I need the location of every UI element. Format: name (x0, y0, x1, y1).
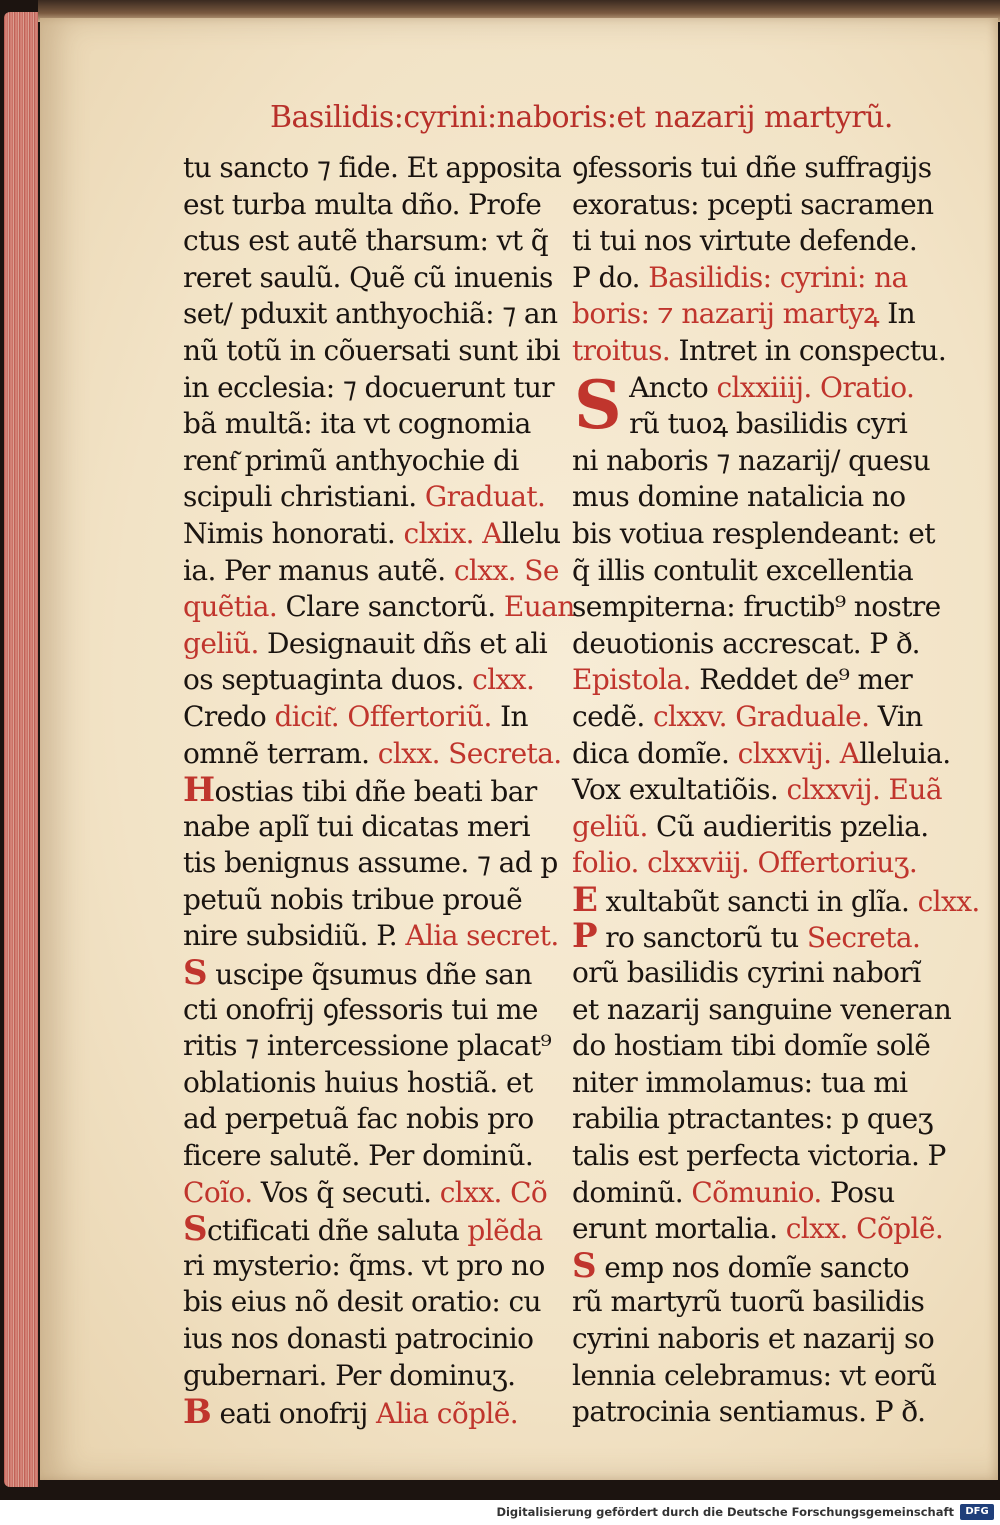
left-column-line (183, 479, 546, 516)
right-column-line (572, 1211, 944, 1248)
left-column-line (183, 443, 525, 480)
body-text: exoratus: pcepti sacramen (572, 187, 934, 221)
left-column-line (183, 992, 538, 1029)
rubric-text: Epistola. (572, 663, 700, 697)
rubric-text: dicit͂. Offertoriũ. (274, 699, 501, 733)
digitization-footer (0, 1500, 1000, 1525)
decorated-initial: S (574, 365, 622, 444)
rubric-text: clxxvij. Euã (786, 773, 942, 807)
body-text: tis benignus assume. ⁊ ad p (183, 846, 558, 880)
right-column-line (572, 479, 914, 516)
right-column-line (572, 553, 914, 590)
left-column-line (183, 333, 560, 370)
rubric-text: Alia cõplẽ. (376, 1397, 519, 1431)
rubric-text: clxx. Se (453, 553, 559, 587)
rubric-text: Graduat. (424, 480, 546, 514)
left-column-line (183, 1175, 548, 1212)
body-text: gubernari. Per dominuʒ. (183, 1358, 516, 1392)
body-text: patrocinia sentiamus. P ð. (572, 1395, 926, 1429)
left-column-line (183, 1065, 533, 1102)
body-text: bis eius nõ desit oratio: cu (183, 1285, 541, 1319)
body-text: dominũ. (572, 1175, 692, 1209)
body-text: talis est perfecta victoria. P (572, 1139, 946, 1173)
body-text: set/ pduxit anthyochiã: ⁊ an (183, 297, 558, 331)
right-column-line (572, 916, 921, 957)
left-column-line (183, 1284, 541, 1321)
body-text: rũ tuoꝝ basilidis cyri (629, 407, 908, 441)
rubric-text: clxx. Cõplẽ. (785, 1212, 944, 1246)
body-text: rent͂ primũ anthyochie di (183, 443, 519, 477)
left-column-line (183, 1209, 543, 1250)
left-column-line (183, 516, 561, 553)
left-column-line (183, 1358, 525, 1395)
right-column-line (572, 443, 931, 480)
left-column-line (183, 1101, 534, 1138)
funding-credit: Digitalisierung gefördert durch die Deutsche Forschungsgemeinschaft (496, 1505, 954, 1519)
body-text: eati onofrij (211, 1397, 377, 1431)
body-text: erunt mortalia. (572, 1212, 786, 1246)
left-column-line (183, 882, 525, 919)
rubric-text: clxx. (917, 884, 980, 918)
left-column-line (183, 150, 562, 187)
right-column-line (572, 589, 941, 626)
right-column-line (572, 992, 952, 1029)
left-column-line (183, 736, 562, 773)
body-text: Reddet de⁹ mer (699, 663, 913, 697)
left-column-line (183, 223, 549, 260)
left-column-line (183, 809, 531, 846)
rubric-text: plẽda (467, 1214, 543, 1248)
left-column-line (183, 1394, 525, 1431)
right-column-line (572, 1321, 935, 1358)
body-text: ri mysterio: q̃ms. vt pro no (183, 1248, 545, 1282)
body-text: os septuaginta duos. (183, 663, 473, 697)
body-text: reret saulũ. Quẽ cũ inuenis (183, 260, 553, 294)
body-text: Clare sanctorũ. (285, 590, 504, 624)
rubric-text: quẽtia. (183, 590, 286, 624)
left-column-line (183, 296, 558, 333)
right-column-line (572, 1028, 931, 1065)
body-text: rũ martyrũ tuorũ basilidis (572, 1285, 925, 1319)
left-column-line (183, 1321, 534, 1358)
body-text: tu sancto ⁊ fide. Et apposita (183, 151, 562, 184)
left-column-line (183, 918, 559, 955)
body-text: ostias tibi dñe beati bar (214, 775, 537, 809)
rubric-text: clxxv. Graduale. (652, 699, 878, 733)
dfg-logo: DFG (960, 1504, 994, 1520)
rubric-text: clxxvij. A (737, 736, 860, 770)
right-column-line (572, 736, 951, 773)
body-text: scipuli christiani. (183, 480, 425, 514)
right-column-line (572, 626, 920, 663)
right-column-line (572, 296, 914, 333)
body-text: P do. (572, 260, 649, 294)
body-text: ad perpetuã fac nobis pro (183, 1102, 534, 1136)
body-text: Credo (183, 699, 275, 733)
left-column-line (183, 187, 542, 224)
left-column-line (183, 553, 559, 590)
body-text: oblationis huius hostiã. et (183, 1065, 533, 1099)
initial-letter: H (183, 770, 215, 811)
body-text: lennia celebramus: vt eorũ (572, 1358, 937, 1392)
body-text: lleluia. (859, 736, 951, 770)
left-column-line (183, 1028, 552, 1065)
left-column-line (183, 845, 558, 882)
body-text: uscipe q̃sumus dñe san (206, 958, 532, 992)
initial-letter: S (572, 1245, 596, 1286)
left-text-column (183, 150, 575, 1433)
body-text: ius nos donasti patrocinio (183, 1322, 534, 1355)
rubric-text: clxix. A (403, 516, 502, 550)
rubric-text: boris: ⁊ nazarij martyꝝ (572, 297, 888, 331)
body-text: ctus est autẽ tharsum: vt q̃ (183, 224, 549, 258)
rubric-text: geliũ. (572, 809, 657, 843)
body-text: nabe aplĩ tui dicatas meri (183, 809, 531, 843)
body-text: dica domĩe. (572, 736, 738, 770)
body-text: Vox exultatiõis. (572, 773, 787, 807)
right-column-line (572, 1358, 937, 1395)
rubric-text: troitus. (572, 333, 679, 367)
rubric-text: clxx. (472, 663, 535, 697)
body-text: emp nos domĩe sancto (595, 1250, 910, 1284)
body-text: Ancto (629, 370, 717, 404)
left-column-line (183, 260, 553, 297)
body-text: rabilia ptractantes: p queʒ (572, 1102, 933, 1136)
body-text: cti onofrij ꝯfessoris tui me (183, 992, 538, 1026)
initial-letter: P (572, 916, 597, 957)
body-text: nũ totũ in cõuersati sunt ibi (183, 333, 560, 367)
right-column-line (572, 1394, 926, 1431)
body-text: ni naboris ⁊ nazarij/ quesu (572, 443, 931, 477)
rubric-text: Cõmunio. (691, 1175, 830, 1209)
right-column-line (572, 772, 942, 809)
left-column-line (183, 662, 535, 699)
body-text: do hostiam tibi domĩe solẽ (572, 1029, 931, 1063)
body-text: ficere salutẽ. Per dominũ. (183, 1139, 534, 1173)
body-text: Posu (829, 1175, 895, 1209)
rubric-text: geliũ. (183, 626, 268, 660)
left-column-line (183, 406, 531, 443)
rubric-text: clxx. Cõ (439, 1175, 548, 1209)
body-text: Cũ audieritis pzelia. (656, 809, 929, 843)
rubric-text: Coĩo. (183, 1175, 261, 1209)
body-text: et nazarij sanguine veneran (572, 992, 952, 1026)
body-text: Vin (877, 699, 923, 733)
left-column-line (183, 953, 532, 994)
body-text: sempiterna: fructib⁹ nostre (572, 590, 941, 624)
body-text: niter immolamus: tua mi (572, 1065, 908, 1099)
rubric-text: clxxiiij. Oratio. (716, 370, 915, 404)
right-column-line (572, 406, 914, 443)
body-text: ti tui nos virtute defende. (572, 224, 918, 258)
left-column-line (183, 699, 528, 736)
body-text: bis votiua resplendeant: et (572, 516, 935, 550)
body-text: nire subsidiũ. P. (183, 919, 406, 953)
left-column-line (183, 1138, 534, 1175)
right-column-line (572, 1175, 914, 1212)
body-text: ritis ⁊ intercessione placat⁹ (183, 1029, 552, 1063)
right-column-line (572, 1065, 914, 1102)
right-column-line (572, 662, 914, 699)
left-column-line (183, 770, 537, 811)
initial-letter: S (183, 1209, 207, 1250)
body-text: Vos q̃ secuti. (260, 1175, 440, 1209)
left-column-line (183, 626, 548, 663)
body-text: in ecclesia: ⁊ docuerunt tur (183, 370, 555, 404)
body-text: mus domine natalicia no (572, 480, 906, 514)
body-text: deuotionis accrescat. P ð. (572, 626, 920, 660)
right-column-line (572, 260, 914, 297)
right-column-line (572, 516, 935, 553)
body-text: Nimis honorati. (183, 516, 404, 550)
body-text: ꝯfessoris tui dñe suffragijs (572, 151, 932, 184)
rubric-text: folio. clxxviij. Offertoriuʒ. (572, 846, 918, 880)
right-column-line (572, 845, 918, 882)
body-text: q̃ illis contulit excellentia (572, 553, 914, 587)
page-fore-edge (4, 12, 38, 1487)
running-head: Basilidis:cyrini:naboris:et nazarij martyrũ. (270, 100, 893, 135)
rubric-text: Alia secret. (405, 919, 559, 953)
right-column-line (572, 955, 921, 992)
body-text: llelu (501, 516, 561, 550)
initial-letter: E (572, 879, 598, 920)
body-text: ctificati dñe saluta (206, 1214, 468, 1248)
rubric-text: Basilidis: cyrini: na (648, 260, 908, 294)
right-column-line (572, 1138, 946, 1175)
left-column-line (183, 589, 575, 626)
body-text: ia. Per manus autẽ. (183, 553, 454, 587)
body-text: In (887, 297, 916, 331)
right-column-line (572, 879, 980, 920)
right-text-column (572, 150, 980, 1431)
body-text: In (500, 699, 528, 733)
rubric-text: clxx. Secreta. (377, 736, 562, 770)
right-column-line (572, 1284, 925, 1321)
initial-letter: B (183, 1392, 212, 1433)
body-text: Intret in conspectu. (678, 333, 947, 367)
body-text: omnẽ terram. (183, 736, 378, 770)
body-text: Designauit dñs et ali (267, 626, 548, 660)
right-column-line (572, 1245, 914, 1286)
left-column-line (183, 1248, 545, 1285)
body-text: bã multã: ita vt cognomia (183, 407, 531, 441)
right-column-line (572, 223, 918, 260)
body-text: petuũ nobis tribue prouẽ (183, 882, 523, 916)
body-text: xultabũt sancti in glĩa. (597, 884, 918, 918)
right-column-line (572, 809, 929, 846)
right-column-line (572, 333, 947, 370)
initial-letter: S (183, 953, 207, 994)
body-text: cedẽ. (572, 699, 653, 733)
right-column-line (572, 150, 932, 187)
rubric-text: Euan (503, 590, 575, 624)
body-text: ro sanctorũ tu (596, 921, 807, 955)
body-text: orũ basilidis cyrini naborĩ (572, 956, 921, 990)
left-column-line (183, 370, 555, 407)
right-column-line (572, 699, 923, 736)
body-text: est turba multa dño. Profe (183, 187, 542, 221)
right-column-line (572, 187, 934, 224)
right-column-line (572, 1101, 933, 1138)
body-text: cyrini naboris et nazarij so (572, 1322, 935, 1355)
rubric-text: Secreta. (806, 921, 921, 955)
